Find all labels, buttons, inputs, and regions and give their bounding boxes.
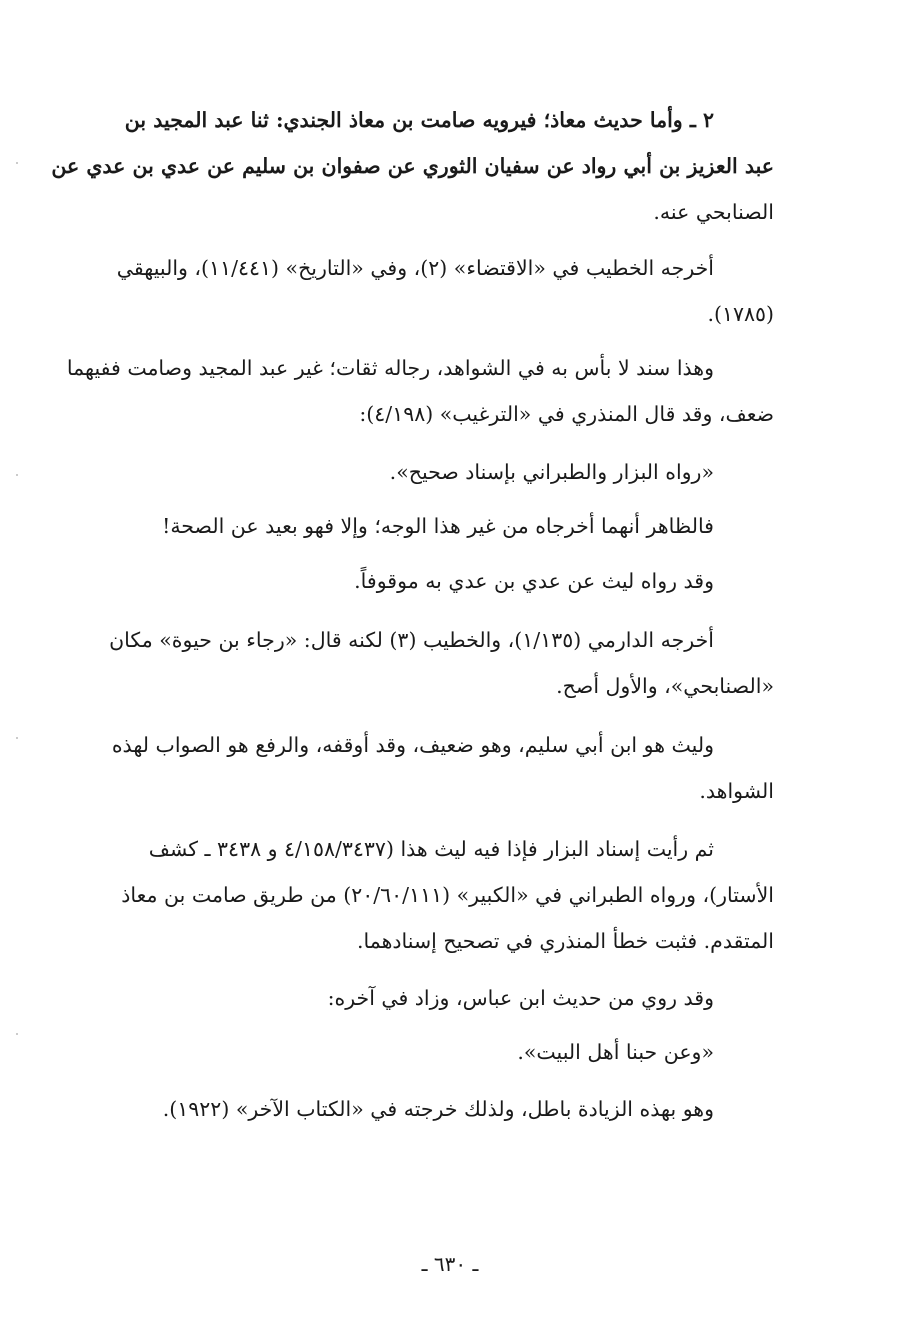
text-line: ثم رأيت إسناد البزار فإذا فيه ليث هذا (٤/١٥٨/٣٤٣٧ و ٣٤٣٨ ـ كشف <box>148 837 714 861</box>
paragraph-mundhiri-quote <box>26 449 774 495</box>
text-line: أخرجه الدارمي (١/١٣٥)، والخطيب (٣) لكنه قال: «رجاء بن حيوة» مكان <box>109 628 714 652</box>
text-line: «رواه البزار والطبراني بإسناد صحيح». <box>389 460 714 484</box>
paragraph-bazzar-isnad <box>26 826 774 964</box>
paragraph-muadh-hadith <box>26 97 774 235</box>
text-line: الأستار)، ورواه الطبراني في «الكبير» (٢٠/٦٠/١١١) من طريق صامت بن معاذ <box>121 883 774 907</box>
text-line: عبد العزيز بن أبي رواد عن سفيان الثوري عن صفوان بن سليم عن عدي بن عدي عن <box>51 154 774 178</box>
paragraph-sanad-assessment <box>26 345 774 437</box>
paragraph-zahir <box>26 503 774 549</box>
text-line: ٢ ـ وأما حديث معاذ؛ فيرويه صامت بن معاذ الجندي: ثنا عبد المجيد بن <box>124 108 714 132</box>
text-line: وقد رواه ليث عن عدي بن عدي به موقوفاً. <box>354 569 714 593</box>
scan-speck <box>16 1033 18 1035</box>
scan-speck <box>16 474 18 476</box>
text-line: (١٧٨٥). <box>707 302 774 326</box>
text-line: «وعن حبنا أهل البيت». <box>517 1040 714 1064</box>
text-line: «الصنابحي»، والأول أصح. <box>556 674 774 698</box>
text-line: المتقدم. فثبت خطأ المنذري في تصحيح إسنادهما. <box>356 929 774 953</box>
text-line: ضعف، وقد قال المنذري في «الترغيب» (٤/١٩٨): <box>359 402 774 426</box>
page-number: ـ ٦٣٠ ـ <box>421 1252 479 1276</box>
paragraph-khatib-takhrij <box>26 245 774 337</box>
paragraph-darimi <box>26 617 774 709</box>
text-line: وهو بهذه الزيادة باطل، ولذلك خرجته في «الكتاب الآخر» (١٩٢٢). <box>162 1097 714 1121</box>
text-line: وهذا سند لا بأس به في الشواهد، رجاله ثقات؛ غير عبد المجيد وصامت ففيهما <box>66 356 714 380</box>
paragraph-ibn-abbas <box>26 975 774 1021</box>
paragraph-layth-daif <box>26 722 774 814</box>
paragraph-batil <box>26 1086 774 1132</box>
paragraph-layth-mawquf <box>26 558 774 604</box>
scan-speck <box>16 737 18 739</box>
text-line: الصنابحي عنه. <box>653 200 774 224</box>
text-line: وقد روي من حديث ابن عباس، وزاد في آخره: <box>327 986 714 1010</box>
text-line: الشواهد. <box>699 779 774 803</box>
text-line: أخرجه الخطيب في «الاقتضاء» (٢)، وفي «التاريخ» (١١/٤٤١)، والبيهقي <box>116 256 714 280</box>
paragraph-ahl-al-bayt <box>26 1029 774 1075</box>
text-line: فالظاهر أنهما أخرجاه من غير هذا الوجه؛ وإلا فهو بعيد عن الصحة! <box>162 514 714 538</box>
scan-speck <box>16 162 18 164</box>
text-line: وليث هو ابن أبي سليم، وهو ضعيف، وقد أوقفه، والرفع هو الصواب لهذه <box>111 733 714 757</box>
